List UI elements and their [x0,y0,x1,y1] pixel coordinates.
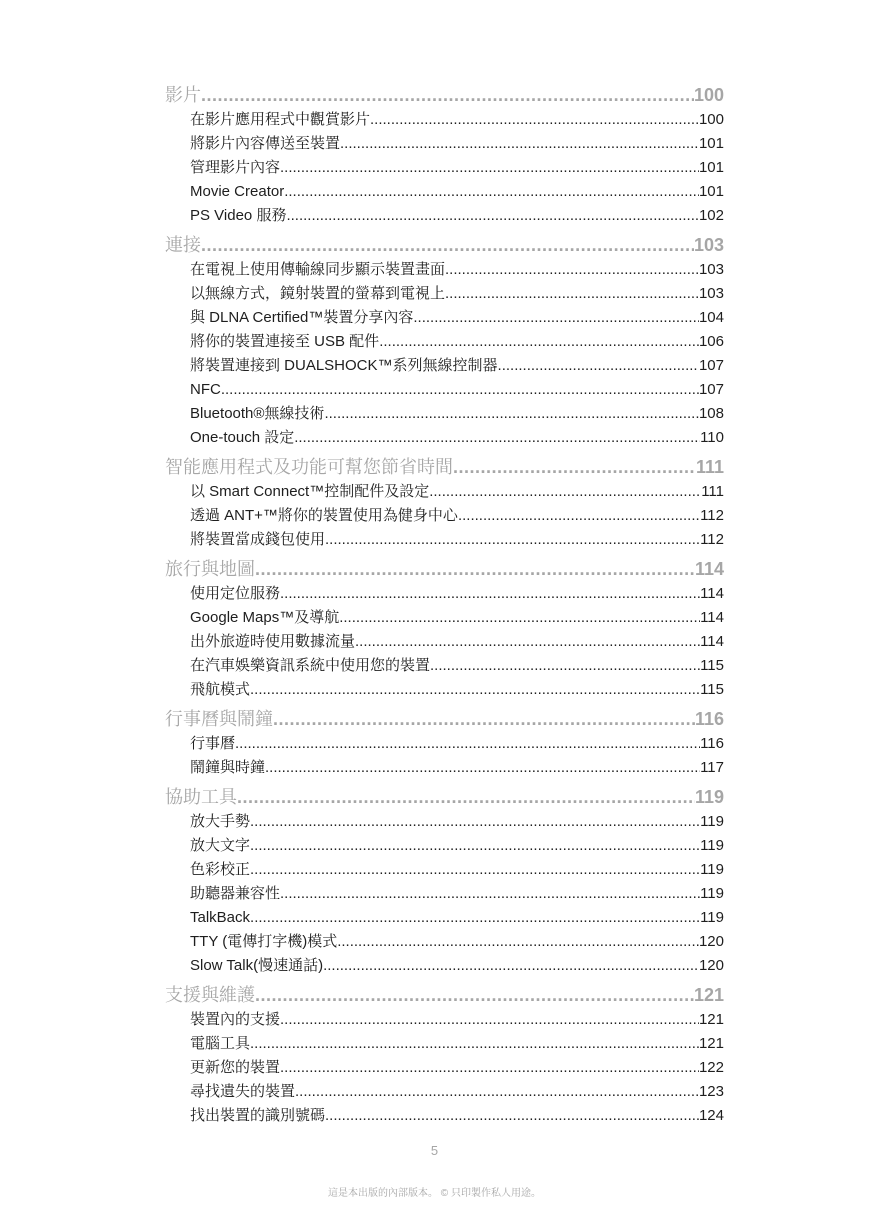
dot-leader [250,834,700,858]
dot-leader [280,156,699,180]
entry-title: 透過 ANT+™將你的裝置使用為健身中心 [190,507,458,524]
toc-entry[interactable] [165,1008,724,1032]
entry-page-number: 121 [698,1011,724,1028]
entry-page-number: 101 [698,135,724,152]
chapter-page-number: 103 [693,235,724,255]
chapter-page-number: 119 [694,787,724,807]
toc-entry[interactable] [165,1104,724,1128]
entry-title: 以無線方式，鏡射裝置的螢幕到電視上 [190,285,446,302]
toc-entry[interactable] [165,108,724,132]
dot-leader [286,204,699,228]
dot-leader [250,810,700,834]
toc-entry[interactable] [165,306,724,330]
entry-page-number: 110 [700,429,724,446]
entry-page-number: 108 [698,405,724,422]
dot-leader [237,784,695,810]
entry-page-number: 103 [698,261,724,278]
entry-page-number: 119 [700,909,724,926]
dot-leader [324,402,699,426]
toc-entry[interactable] [165,330,724,354]
dot-leader [340,132,699,156]
toc-entry[interactable] [165,1056,724,1080]
entry-title: 電腦工具 [190,1035,251,1052]
entry-page-number: 107 [698,357,724,374]
toc-section [165,706,724,780]
entry-title: 裝置內的支援 [190,1011,281,1028]
toc-entry[interactable] [165,480,724,504]
entry-title: 與 DLNA Certified™裝置分享內容 [190,309,414,326]
entry-page-number: 103 [698,285,724,302]
dot-leader [355,630,700,654]
dot-leader [430,654,700,678]
toc-chapter-heading[interactable] [165,982,724,1008]
toc-chapter-heading[interactable] [165,706,724,732]
dot-leader [280,1008,699,1032]
toc-entry[interactable] [165,756,724,780]
chapter-page-number: 116 [694,709,724,729]
toc-entry[interactable] [165,834,724,858]
entry-page-number: 106 [698,333,724,350]
toc-chapter-heading[interactable] [165,232,724,258]
toc-chapter-heading[interactable] [165,82,724,108]
dot-leader [250,1032,699,1056]
toc-entry[interactable] [165,732,724,756]
chapter-title: 協助工具 [165,787,237,807]
entry-title: Movie Creator [190,183,285,200]
dot-leader [295,1080,699,1104]
dot-leader [284,180,699,204]
chapter-title: 影片 [165,85,201,105]
entry-page-number: 120 [698,957,724,974]
dot-leader [325,528,700,552]
chapter-title: 行事曆與鬧鐘 [165,709,273,729]
entry-title: 放大手勢 [190,813,251,830]
dot-leader [429,480,701,504]
dot-leader [294,426,700,450]
entry-page-number: 114 [700,585,724,602]
dot-leader [221,378,699,402]
toc-entry[interactable] [165,654,724,678]
toc-entry[interactable] [165,282,724,306]
toc-entry[interactable] [165,1080,724,1104]
entry-title: Slow Talk(慢速通話) [190,957,324,974]
entry-title: 在電視上使用傳輸線同步顯示裝置畫面 [190,261,446,278]
entry-title: 將影片內容傳送至裝置 [190,135,341,152]
entry-page-number: 100 [698,111,724,128]
toc-entry[interactable] [165,426,724,450]
toc-entry[interactable] [165,630,724,654]
toc-entry[interactable] [165,402,724,426]
entry-page-number: 124 [698,1107,724,1124]
toc-entry[interactable] [165,528,724,552]
toc-entry[interactable] [165,156,724,180]
dot-leader [458,504,700,528]
entry-title: TTY (電傳打字機)模式 [190,933,338,950]
entry-page-number: 115 [700,657,724,674]
entry-title: 放大文字 [190,837,251,854]
chapter-page-number: 114 [694,559,724,579]
chapter-title: 智能應用程式及功能可幫您節省時間 [165,457,453,477]
entry-title: 管理影片內容 [190,159,281,176]
entry-title: NFC [190,381,221,398]
dot-leader [445,282,699,306]
toc-entry[interactable] [165,204,724,228]
toc-chapter-heading[interactable] [165,556,724,582]
toc-entry[interactable] [165,858,724,882]
chapter-title: 旅行與地圖 [165,559,255,579]
dot-leader [280,882,700,906]
entry-page-number: 101 [698,159,724,176]
entry-page-number: 115 [700,681,724,698]
chapter-page-number: 100 [693,85,724,105]
entry-page-number: 114 [700,633,724,650]
entry-page-number: 121 [698,1035,724,1052]
chapter-page-number: 111 [695,457,724,477]
toc-entry[interactable] [165,504,724,528]
dot-leader [337,930,699,954]
entry-title: 色彩校正 [190,861,251,878]
dot-leader [370,108,699,132]
toc-entry[interactable] [165,882,724,906]
toc-section [165,454,724,552]
page-number: 5 [430,1143,439,1158]
toc-entry[interactable] [165,606,724,630]
entry-page-number: 119 [700,813,724,830]
entry-page-number: 111 [701,483,724,500]
dot-leader [235,732,700,756]
dot-leader [323,954,699,978]
entry-page-number: 114 [700,609,724,626]
entry-page-number: 102 [698,207,724,224]
dot-leader [255,982,694,1008]
dot-leader [379,330,699,354]
dot-leader [250,858,700,882]
entry-page-number: 120 [698,933,724,950]
dot-leader [498,354,699,378]
toc-section [165,232,724,450]
toc-entry[interactable] [165,1032,724,1056]
toc-section [165,982,724,1128]
entry-title: PS Video 服務 [190,207,287,224]
dot-leader [445,258,699,282]
footer-note: 這是本出版的內部版本。 © 只印製作私人用途。 [328,1188,541,1199]
entry-title: Bluetooth®無線技術 [190,405,325,422]
entry-title: 以 Smart Connect™控制配件及設定 [190,483,430,500]
entry-title: 使用定位服務 [190,585,281,602]
toc-section [165,784,724,978]
dot-leader [339,606,700,630]
chapter-title: 支援與維護 [165,985,255,1005]
toc-entry[interactable] [165,582,724,606]
toc-entry[interactable] [165,954,724,978]
toc-chapter-heading[interactable] [165,454,724,480]
toc-section [165,82,724,228]
dot-leader [453,454,696,480]
entry-page-number: 116 [700,735,724,752]
toc-chapter-heading[interactable] [165,784,724,810]
entry-title: 在影片應用程式中觀賞影片 [190,111,371,128]
toc-entry[interactable] [165,810,724,834]
entry-title: One-touch 設定 [190,429,295,446]
dot-leader [325,1104,699,1128]
entry-title: 將裝置連接到 DUALSHOCK™系列無線控制器 [190,357,498,374]
dot-leader [413,306,699,330]
dot-leader [255,556,695,582]
table-of-contents [165,80,724,1128]
entry-title: Google Maps™及導航 [190,609,340,626]
entry-page-number: 122 [698,1059,724,1076]
dot-leader [265,756,700,780]
entry-title: 助聽器兼容性 [190,885,281,902]
entry-title: TalkBack [190,909,251,926]
toc-entry[interactable] [165,180,724,204]
toc-entry[interactable] [165,378,724,402]
entry-title: 尋找遺失的裝置 [190,1083,296,1100]
entry-title: 飛航模式 [190,681,251,698]
entry-title: 將你的裝置連接至 USB 配件 [190,333,380,350]
entry-title: 鬧鐘與時鐘 [190,759,266,776]
entry-title: 出外旅遊時使用數據流量 [190,633,356,650]
toc-entry[interactable] [165,258,724,282]
dot-leader [201,232,694,258]
toc-entry[interactable] [165,906,724,930]
dot-leader [280,1056,699,1080]
entry-page-number: 112 [700,531,724,548]
toc-entry[interactable] [165,678,724,702]
entry-page-number: 123 [698,1083,724,1100]
entry-page-number: 119 [700,885,724,902]
entry-title: 更新您的裝置 [190,1059,281,1076]
entry-page-number: 117 [700,759,724,776]
entry-title: 在汽車娛樂資訊系統中使用您的裝置 [190,657,431,674]
entry-page-number: 119 [700,837,724,854]
dot-leader [250,678,700,702]
entry-page-number: 119 [700,861,724,878]
toc-entry[interactable] [165,132,724,156]
entry-page-number: 101 [698,183,724,200]
toc-entry[interactable] [165,930,724,954]
entry-page-number: 112 [700,507,724,524]
entry-page-number: 104 [698,309,724,326]
dot-leader [280,582,700,606]
toc-section [165,556,724,702]
chapter-page-number: 121 [693,985,724,1005]
entry-title: 將裝置當成錢包使用 [190,531,326,548]
entry-page-number: 107 [698,381,724,398]
dot-leader [273,706,695,732]
entry-title: 找出裝置的識別號碼 [190,1107,326,1124]
dot-leader [250,906,700,930]
dot-leader [201,82,694,108]
entry-title: 行事曆 [190,735,236,752]
toc-entry[interactable] [165,354,724,378]
chapter-title: 連接 [165,235,201,255]
